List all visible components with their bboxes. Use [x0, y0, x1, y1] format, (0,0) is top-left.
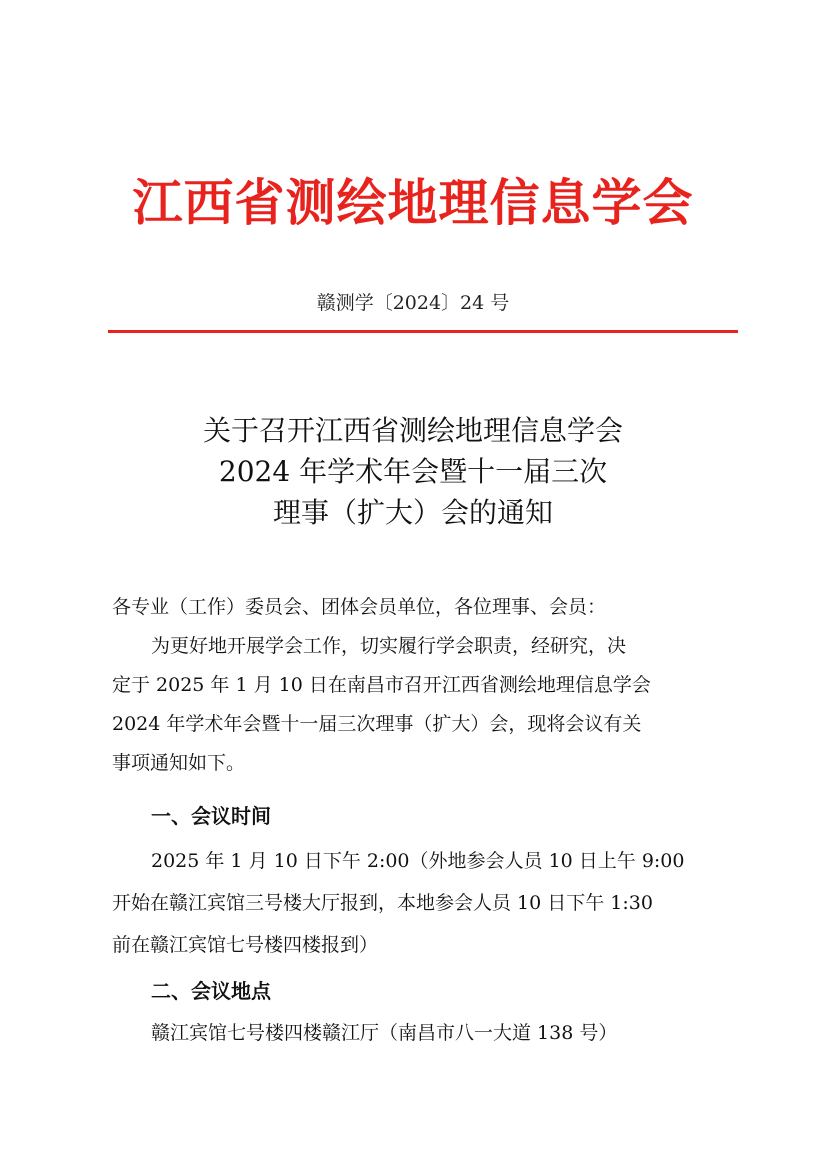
- organization-title: 江西省测绘地理信息学会: [132, 174, 694, 232]
- section-heading-meeting-time: 一、会议时间: [151, 804, 271, 828]
- intro-paragraph-line: 2024 年学术年会暨十一届三次理事（扩大）会，现将会议有关: [112, 713, 642, 735]
- document-number: 赣测学〔2024〕24 号: [316, 292, 510, 314]
- notice-title-line: 2024 年学术年会暨十一届三次: [218, 455, 608, 488]
- section-line: 2025 年 1 月 10 日下午 2:00（外地参会人员 10 日上午 9:00: [151, 850, 685, 872]
- section-line: 开始在赣江宾馆三号楼大厅报到，本地参会人员 10 日下午 1:30: [112, 892, 653, 914]
- notice-title-line: 关于召开江西省测绘地理信息学会: [202, 414, 623, 447]
- section-line: 赣江宾馆七号楼四楼赣江厅（南昌市八一大道 138 号）: [151, 1022, 618, 1044]
- salutation: 各专业（工作）委员会、团体会员单位，各位理事、会员：: [112, 596, 607, 618]
- intro-paragraph-line: 事项通知如下。: [112, 752, 246, 774]
- section-heading-meeting-location: 二、会议地点: [151, 979, 271, 1003]
- notice-title: [0, 410, 826, 533]
- section-line: 前在赣江宾馆七号楼四楼报到）: [112, 934, 379, 956]
- intro-paragraph-line: 定于 2025 年 1 月 10 日在南昌市召开江西省测绘地理信息学会: [112, 674, 651, 696]
- red-divider-line: [108, 330, 738, 333]
- intro-paragraph-line: 为更好地开展学会工作，切实履行学会职责，经研究，决: [151, 635, 627, 657]
- notice-title-line: 理事（扩大）会的通知: [272, 496, 553, 529]
